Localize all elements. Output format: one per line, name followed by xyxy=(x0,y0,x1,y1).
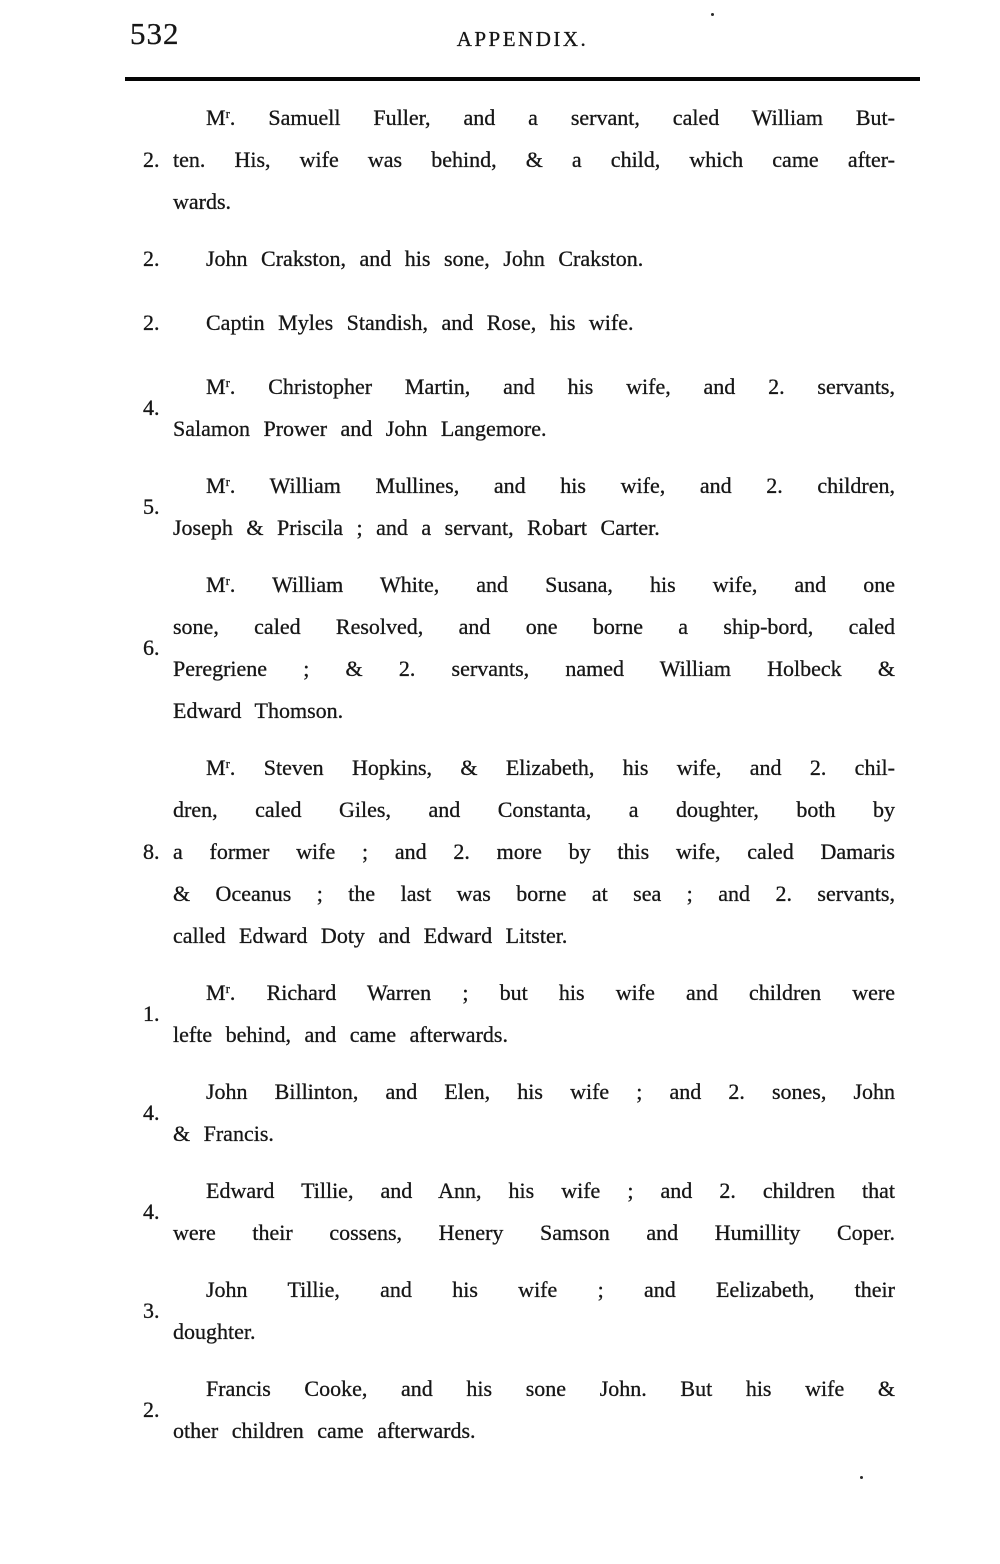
entry-text xyxy=(173,238,895,280)
text-line: Francis Cooke, and his sone John. But his wife & xyxy=(206,1376,895,1401)
text-line xyxy=(173,747,895,789)
running-title: APPENDIX. xyxy=(456,27,589,51)
honorific-base: M xyxy=(206,374,226,399)
entry-count: 2. xyxy=(143,310,160,335)
text-line: Captin Myles Standish, and Rose, his wife. xyxy=(206,310,634,335)
honorific-base: M xyxy=(206,755,226,780)
honorific-superscript: r xyxy=(225,375,230,390)
passenger-entry xyxy=(130,302,895,344)
text-line: were their cossens, Henery Samson and Humillity Coper. xyxy=(173,1220,895,1245)
text-line xyxy=(173,564,895,606)
line-text: . Steven Hopkins, & Elizabeth, his wife, and 2. chil- xyxy=(229,755,895,780)
entry-text xyxy=(173,1071,895,1155)
passenger-entry xyxy=(130,1269,895,1353)
line-text: . Samuell Fuller, and a servant, caled William But- xyxy=(229,105,895,130)
text-line xyxy=(173,465,895,507)
text-line: Salamon Prower and John Langemore. xyxy=(173,416,547,441)
text-line: dren, caled Giles, and Constanta, a doughter, both by xyxy=(173,797,895,822)
entry-text xyxy=(173,1269,895,1353)
honorific-superscript: r xyxy=(225,756,230,771)
passenger-entry xyxy=(130,1368,895,1452)
honorific-base: M xyxy=(206,473,226,498)
entry-count: 2. xyxy=(143,147,160,172)
text-line: lefte behind, and came afterwards. xyxy=(173,1022,508,1047)
page-number: 532 xyxy=(130,16,180,51)
honorific-base: M xyxy=(206,572,226,597)
entry-text xyxy=(173,1368,895,1452)
entry-text xyxy=(173,1170,895,1254)
text-line: other children came afterwards. xyxy=(173,1418,476,1443)
entry-count: 1. xyxy=(143,1001,160,1026)
entry-count: 8. xyxy=(143,839,160,864)
honorific-superscript: r xyxy=(225,981,230,996)
text-line: & Oceanus ; the last was borne at sea ; and 2. servants, xyxy=(173,881,895,906)
passenger-entry xyxy=(130,564,895,732)
header-rule xyxy=(125,77,920,81)
text-line: called Edward Doty and Edward Litster. xyxy=(173,923,568,948)
passenger-entry xyxy=(130,1170,895,1254)
honorific-superscript: r xyxy=(225,573,230,588)
ink-speck xyxy=(860,1476,863,1479)
entry-text xyxy=(173,97,895,223)
passenger-entry xyxy=(130,1071,895,1155)
text-line: a former wife ; and 2. more by this wife, caled Damaris xyxy=(173,839,895,864)
passenger-entry xyxy=(130,465,895,549)
entry-count: 3. xyxy=(143,1298,160,1323)
entry-count: 6. xyxy=(143,635,160,660)
text-line: ten. His, wife was behind, & a child, which came after- xyxy=(173,147,895,172)
text-line xyxy=(173,97,895,139)
honorific-base: M xyxy=(206,980,226,1005)
entry-text xyxy=(173,747,895,957)
entry-count: 2. xyxy=(143,1397,160,1422)
passenger-list xyxy=(130,97,895,1467)
text-line: Peregriene ; & 2. servants, named William Holbeck & xyxy=(173,656,895,681)
line-text: . Christopher Martin, and his wife, and 2. servants, xyxy=(229,374,895,399)
text-line: John Tillie, and his wife ; and Eelizabeth, their xyxy=(206,1277,895,1302)
passenger-entry xyxy=(130,238,895,280)
text-line xyxy=(173,366,895,408)
passenger-entry xyxy=(130,747,895,957)
honorific-base: M xyxy=(206,105,226,130)
passenger-entry xyxy=(130,972,895,1056)
line-text: . William White, and Susana, his wife, and one xyxy=(229,572,895,597)
entry-count: 4. xyxy=(143,1199,160,1224)
entry-text xyxy=(173,302,895,344)
entry-text xyxy=(173,972,895,1056)
entry-count: 4. xyxy=(143,395,160,420)
text-line: John Billinton, and Elen, his wife ; and 2. sones, John xyxy=(206,1079,895,1104)
entry-count: 2. xyxy=(143,246,160,271)
text-line: Edward Thomson. xyxy=(173,698,344,723)
line-text: . Richard Warren ; but his wife and children were xyxy=(229,980,895,1005)
passenger-entry xyxy=(130,366,895,450)
text-line: Joseph & Priscila ; and a servant, Robart Carter. xyxy=(173,515,660,540)
text-line: Edward Tillie, and Ann, his wife ; and 2. children that xyxy=(206,1178,895,1203)
text-line xyxy=(173,972,895,1014)
text-line: & Francis. xyxy=(173,1121,274,1146)
honorific-superscript: r xyxy=(225,106,230,121)
text-line: doughter. xyxy=(173,1319,256,1344)
entry-count: 5. xyxy=(143,494,160,519)
passenger-entry xyxy=(130,97,895,223)
text-line: John Crakston, and his sone, John Crakston. xyxy=(206,246,644,271)
line-text: . William Mullines, and his wife, and 2. children, xyxy=(229,473,895,498)
entry-text xyxy=(173,465,895,549)
ink-speck xyxy=(711,13,714,16)
entry-text xyxy=(173,564,895,732)
honorific-superscript: r xyxy=(225,474,230,489)
entry-count: 4. xyxy=(143,1100,160,1125)
text-line: wards. xyxy=(173,189,232,214)
entry-text xyxy=(173,366,895,450)
text-line: sone, caled Resolved, and one borne a ship-bord, caled xyxy=(173,614,895,639)
